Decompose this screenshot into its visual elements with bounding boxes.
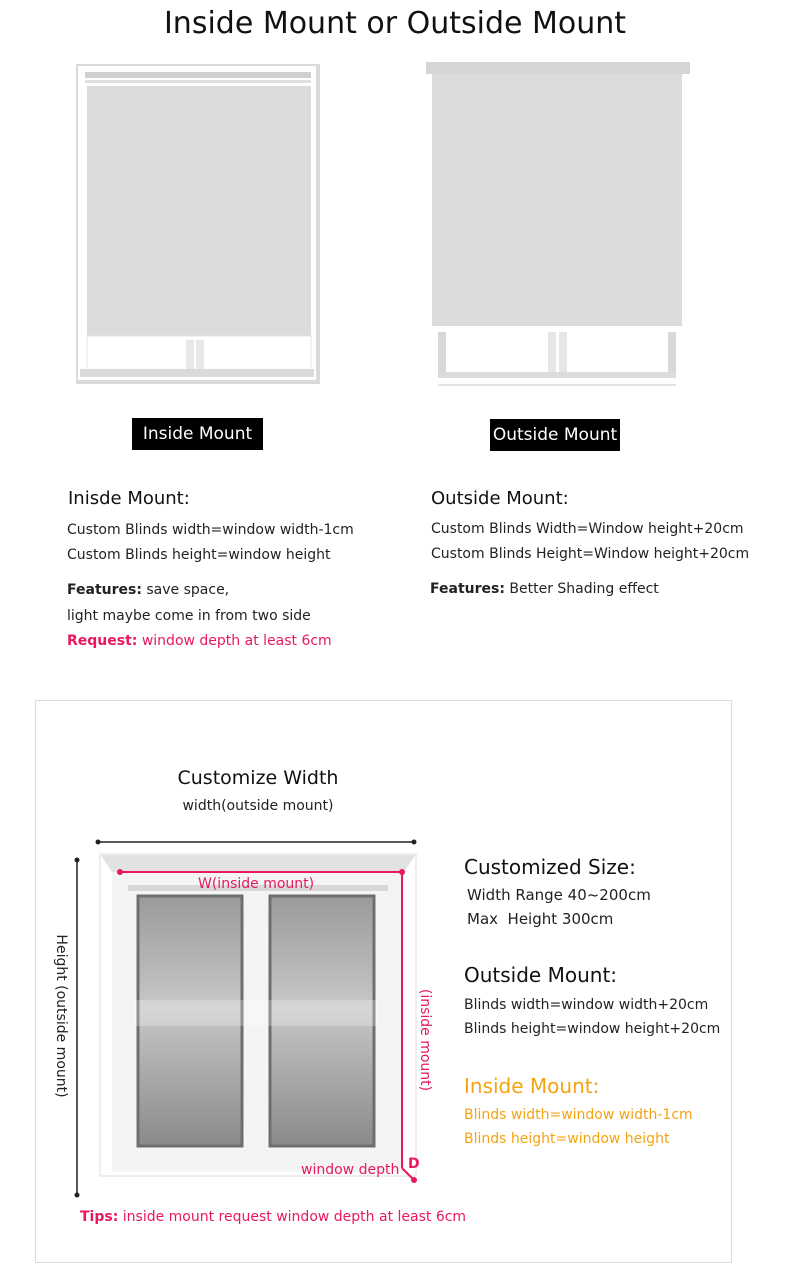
- outside-blinds-width: Blinds width=window width+20cm: [464, 997, 709, 1013]
- outside-height-rule: Custom Blinds Height=Window height+20cm: [431, 546, 750, 562]
- inside-request-label: Request:: [67, 633, 138, 649]
- customized-size-heading: Customized Size:: [464, 855, 636, 879]
- w-inside-mount-label: W(inside mount): [198, 876, 315, 892]
- outside-blinds-height: Blinds height=window height+20cm: [464, 1021, 721, 1037]
- inside-features: [67, 582, 229, 598]
- inside-width-rule: Custom Blinds width=window width-1cm: [67, 522, 354, 538]
- inside-features-line2: light maybe come in from two side: [67, 608, 311, 624]
- inside-request-text: window depth at least 6cm: [141, 633, 332, 649]
- outside-features: [430, 581, 659, 597]
- inside-mount-tag: Inside Mount: [132, 418, 263, 450]
- max-height: Max Height 300cm: [467, 910, 614, 928]
- inside-mount-illustration: [76, 64, 320, 384]
- inside-blinds-height: Blinds height=window height: [464, 1131, 670, 1147]
- customize-width-heading: Customize Width: [177, 767, 339, 789]
- outside-mount-illustration: [424, 62, 692, 392]
- outside-mount-tag: Outside Mount: [490, 419, 620, 451]
- height-inside-mount-label: (inside mount): [417, 988, 433, 1092]
- inside-mount-heading: Inisde Mount:: [68, 488, 190, 509]
- customize-width-subheading: width(outside mount): [182, 798, 334, 814]
- inside-blinds-width: Blinds width=window width-1cm: [464, 1107, 693, 1123]
- inside-features-label: Features:: [67, 582, 142, 598]
- page-title: Inside Mount or Outside Mount: [163, 6, 627, 41]
- inside-features-text: save space,: [146, 582, 230, 598]
- outside-features-label: Features:: [430, 581, 505, 597]
- outside-mount-heading-2: Outside Mount:: [464, 963, 618, 987]
- window-depth-label: window depth: [301, 1162, 400, 1178]
- inside-height-rule: Custom Blinds height=window height: [67, 547, 331, 563]
- tips-text: inside mount request window depth at least 6cm: [122, 1209, 467, 1225]
- width-range: Width Range 40~200cm: [467, 886, 651, 904]
- outside-width-rule: Custom Blinds Width=Window height+20cm: [431, 521, 744, 537]
- tips: [80, 1209, 466, 1225]
- tips-label: Tips:: [80, 1209, 119, 1225]
- inside-mount-heading-2: Inside Mount:: [464, 1074, 600, 1098]
- outside-features-text: Better Shading effect: [509, 581, 659, 597]
- height-outside-mount-label: Height (outside mount): [53, 934, 69, 1098]
- inside-request: [67, 633, 332, 649]
- depth-marker: D: [408, 1156, 420, 1172]
- outside-mount-heading: Outside Mount:: [431, 488, 569, 509]
